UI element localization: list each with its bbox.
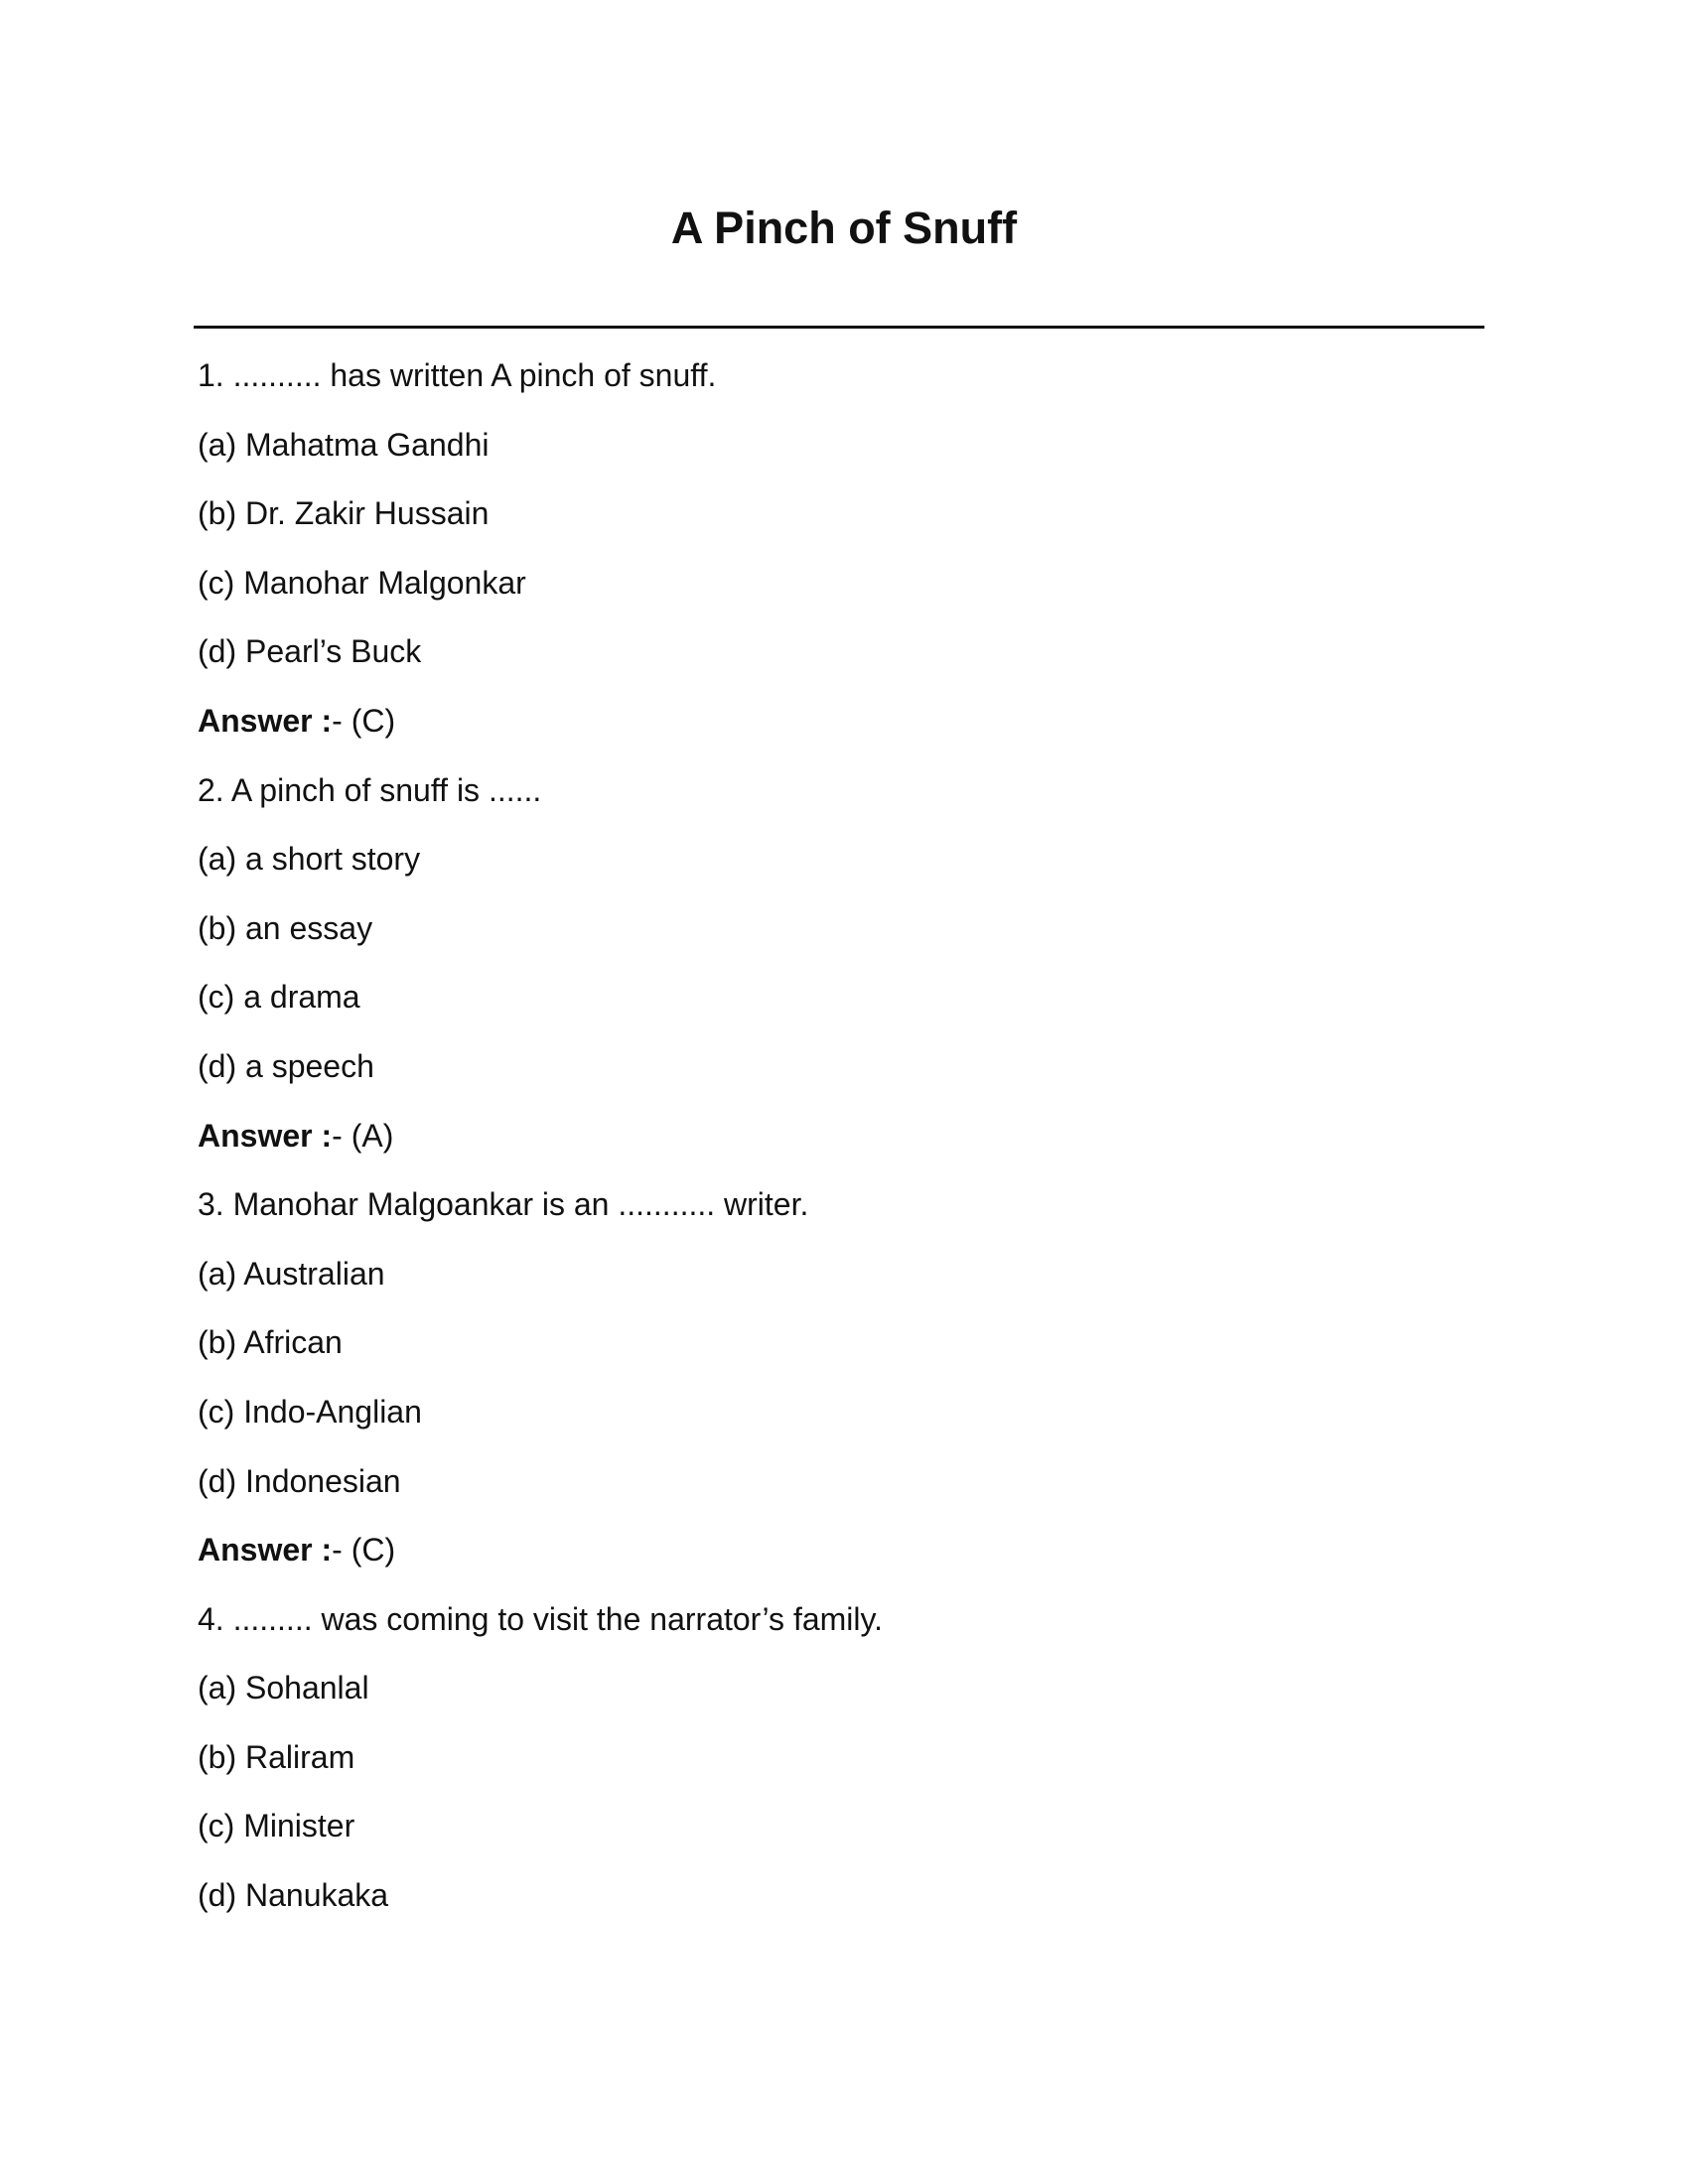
question-2-option-d: (d) a speech [198, 1047, 374, 1084]
question-3-answer [198, 1525, 1488, 1594]
question-4-text: 4. ......... was coming to visit the narrator’s family. [198, 1600, 884, 1637]
answer-value: - (C) [332, 1532, 396, 1569]
answer-value: - (A) [332, 1117, 394, 1154]
question-3-option-a: (a) Australian [198, 1255, 385, 1292]
question-list [198, 350, 1488, 1940]
question-1-text: 1. .......... has written A pinch of snuff. [198, 357, 717, 393]
question-2-text: 2. A pinch of snuff is ...... [198, 771, 542, 808]
question-3-option-d: (d) Indonesian [198, 1462, 401, 1499]
answer-value: - (C) [332, 702, 396, 739]
question-1-option-c: (c) Manohar Malgonkar [198, 564, 526, 601]
question-2-option-b: (b) an essay [198, 909, 373, 946]
answer-label: Answer : [198, 1117, 333, 1154]
question-1-option-b: (b) Dr. Zakir Hussain [198, 495, 490, 532]
answer-label: Answer : [198, 702, 333, 739]
question-1-option-d: (d) Pearl’s Buck [198, 633, 422, 670]
question-4-option-c: (c) Minister [198, 1808, 355, 1844]
question-1-answer [198, 696, 1488, 765]
answer-label: Answer : [198, 1532, 333, 1569]
title-divider [194, 326, 1484, 329]
question-3-option-b: (b) African [198, 1324, 343, 1361]
question-2-option-a: (a) a short story [198, 841, 421, 878]
document-title: A Pinch of Snuff [670, 203, 1018, 253]
question-4-option-d: (d) Nanukaka [198, 1877, 389, 1914]
question-2-option-c: (c) a drama [198, 979, 360, 1016]
question-2-answer [198, 1111, 1488, 1180]
question-3-option-c: (c) Indo-Anglian [198, 1393, 422, 1430]
question-4-option-a: (a) Sohanlal [198, 1670, 369, 1706]
question-4-option-b: (b) Raliram [198, 1738, 355, 1775]
question-3-text: 3. Manohar Malgoankar is an ........... writer. [198, 1186, 809, 1223]
question-1-option-a: (a) Mahatma Gandhi [198, 426, 490, 463]
